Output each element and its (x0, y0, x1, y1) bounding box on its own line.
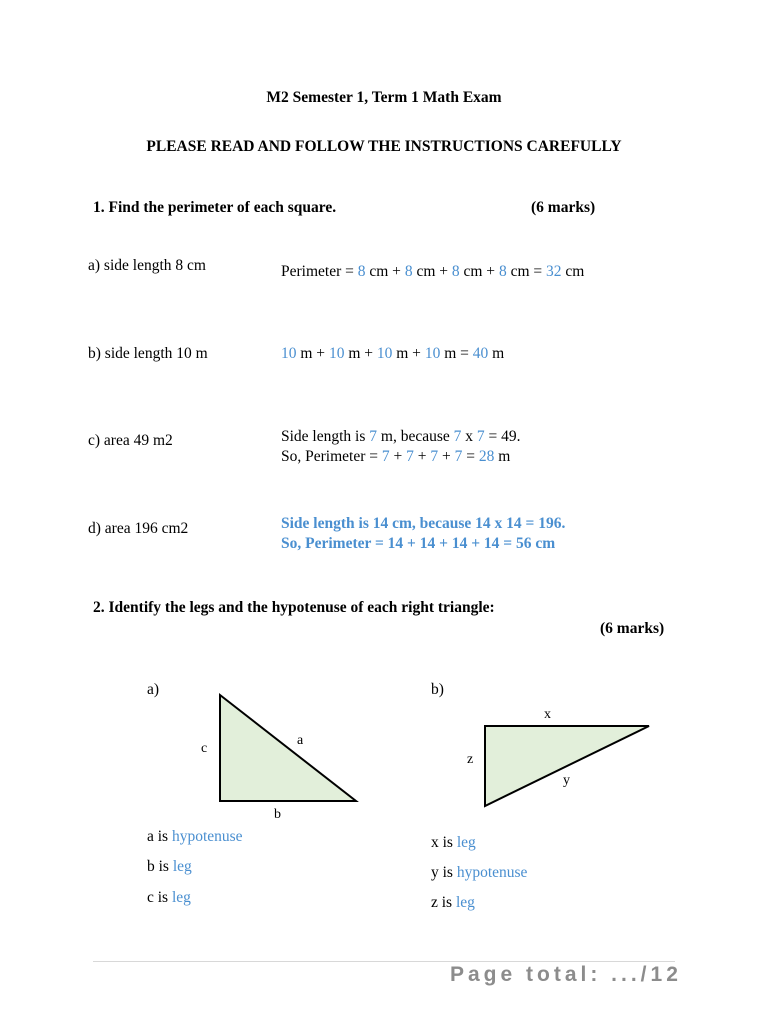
triangle-b (470, 715, 660, 815)
q2a-answer-2: b is leg (147, 858, 192, 875)
q1d-answer-line1: Side length is 14 cm, because 14 x 14 = 196. (281, 515, 566, 532)
triangle-b-side-z: z (467, 752, 474, 767)
q1d-label: d) area 196 cm2 (88, 520, 189, 537)
triangle-b-shape (485, 726, 649, 806)
q1-marks: (6 marks) (531, 199, 596, 216)
q2a-answer-3: c is leg (147, 889, 191, 906)
triangle-b-side-y: y (563, 773, 570, 788)
triangle-a (200, 680, 380, 820)
q1b-label: b) side length 10 m (88, 345, 208, 362)
q1c-answer-line1: Side length is 7 m, because 7 x 7 = 49. (281, 428, 521, 445)
footer-divider (93, 961, 675, 962)
q2-prompt: 2. Identify the legs and the hypotenuse of each right triangle: (93, 599, 495, 616)
q2a-answer-1: a is hypotenuse (147, 828, 243, 845)
q1c-label: c) area 49 m2 (88, 432, 173, 449)
instructions-heading: PLEASE READ AND FOLLOW THE INSTRUCTIONS CAREFULLY (146, 138, 622, 155)
q2a-label: a) (147, 681, 160, 698)
q2b-answer-1: x is leg (431, 834, 476, 851)
exam-title: M2 Semester 1, Term 1 Math Exam (266, 89, 502, 106)
triangle-a-side-b: b (274, 807, 281, 822)
triangle-a-side-c: c (201, 741, 208, 756)
q2b-answer-3: z is leg (431, 894, 475, 911)
q1c-answer-line2: So, Perimeter = 7 + 7 + 7 + 7 = 28 m (281, 448, 511, 465)
triangle-a-side-a: a (297, 733, 304, 748)
q1d-answer-line2: So, Perimeter = 14 + 14 + 14 + 14 = 56 cm (281, 535, 556, 552)
page-total: Page total: .../12 (450, 963, 682, 986)
q1b-answer: 10 m + 10 m + 10 m + 10 m = 40 m (281, 345, 505, 362)
q2-marks: (6 marks) (600, 620, 665, 637)
triangle-b-side-x: x (544, 707, 551, 722)
q2b-label: b) (431, 681, 444, 698)
triangle-a-shape (220, 695, 356, 801)
q1a-answer: Perimeter = 8 cm + 8 cm + 8 cm + 8 cm = 32 cm (281, 263, 585, 280)
q1a-label: a) side length 8 cm (88, 257, 206, 274)
q1-prompt: 1. Find the perimeter of each square. (93, 199, 337, 216)
q2b-answer-2: y is hypotenuse (431, 864, 528, 881)
